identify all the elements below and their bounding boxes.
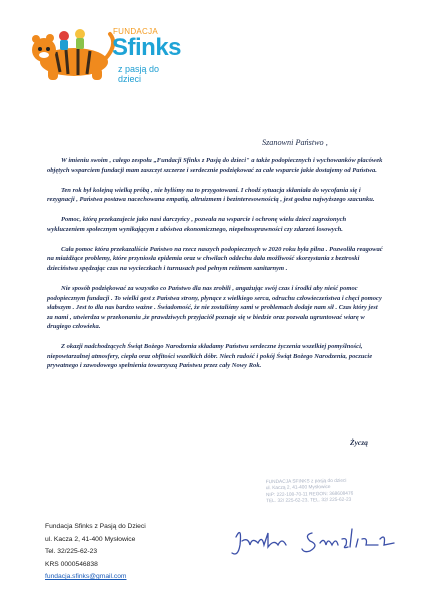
- footer-org-name: Fundacja Sfinks z Pasją do Dzieci: [45, 523, 146, 530]
- paragraph: W imieniu swoim , całego zespołu „Fundacji Sfinks z Pasją do dzieci" a także podopiecznych i wychowanków placówek objętych wsparciem fundacji mam zaszczyt szczerze i serdecznie podziękować za całe wsparcie jakie dostajemy od Państwa.: [47, 157, 383, 174]
- handwritten-signature: [228, 515, 408, 565]
- brand-tagline: z pasją do dzieci: [118, 64, 160, 84]
- footer-phone: Tel. 32/225-62-23: [45, 548, 98, 556]
- paragraph: Cała pomoc która przekazaliście Państwo na rzecz naszych podopiecznych w 2020 roku była pilna . Pozwoliła reagować na miażdżące problemy, które przyniosła epidemia oraz w chwilach oddechu dała możliwość skorzystania z beztroski dzieciństwa spędzając czas na wycieczkach i turnusach pod pełnym reżimem sanitarnym .: [47, 245, 383, 272]
- footer-contact: [45, 521, 146, 584]
- foundation-logo: [30, 24, 180, 86]
- letter-body: [47, 156, 383, 381]
- brand-name: Sfinks: [112, 34, 182, 61]
- salutation: Szanowni Państwo ,: [262, 138, 328, 147]
- stamp-line: ul. Kaczą 2, 41-400 Mysłowice: [265, 485, 331, 492]
- tiger-mascot-icon: [30, 24, 120, 84]
- footer-email-link[interactable]: fundacja.sfinks@gmail.com: [45, 573, 127, 581]
- closing-word: Życzą: [350, 438, 368, 447]
- footer-address: ul. Kacza 2, 41-400 Mysłowice: [45, 535, 136, 543]
- paragraph: Ten rok był kolejną wielką próbą , nie byliśmy na to przygotowani. I chodź sytuacja skłaniała do wycofania się i rezygnacji , Państwa postawa nacechowana empatią, altruizmem i bezinteresownością , jest godna najwyższego szacunku.: [47, 186, 375, 204]
- footer-krs: KRS 0000546838: [45, 560, 98, 568]
- paragraph: Pomoc, którą przekazujecie jako nasi darczyńcy , pozwala na wsparcie i ochronę wielu dzieci zagrożonych wykluczeniem społecznym wynikającym z ubóstwa ekonomicznego, niepełnosprawności czy zdarzeń losowych.: [47, 216, 347, 233]
- stamp-line: TEL. 32/ 225-62-23, TEL. 32/ 225-62-23: [265, 497, 352, 505]
- stamp-line: FUNDACJA SFINKS z pasją do dzieci: [265, 478, 347, 486]
- paragraph: Z okazji nadchodzących Świąt Bożego Narodzenia składamy Państwu serdeczne życzenia wszelkiej pomyślności, niepowtarzalnej atmosfery, ciepła oraz obfitości wszelkich dóbr. Niech radość i pokój Świąt Bożego Narodzenia, poczucie prywatnego i zawodowego spełnienia towarzyszą Państwu przez cały Nowy Rok.: [47, 343, 373, 370]
- brand-small-label: FUNDACJA: [113, 27, 159, 36]
- paragraph: Nie sposób podziękować za wszystko co Państwo dla nas zrobili , angażując swój czas i środki aby nieść pomoc podopiecznym fundacji . To wielki gest z Państwa strony, płynące z wielkiego serca, odruchu człowieczeństwa i chęci pomocy słabszym . Jest to dla nas bardzo ważne . Świadomość, że nie zostaliśmy sami w problemach dodaje nam sił . Czas który jest za nami , utwierdza w przekonaniu ,że prawdziwych przyjaciół poznaje się w biedzie oraz pozwala ugruntować wiarę w drugiego człowieka.: [47, 284, 382, 331]
- stamp-line: NIP: 222-108-70-11 REGON: 368608476: [265, 491, 354, 498]
- foundation-stamp: [266, 478, 397, 520]
